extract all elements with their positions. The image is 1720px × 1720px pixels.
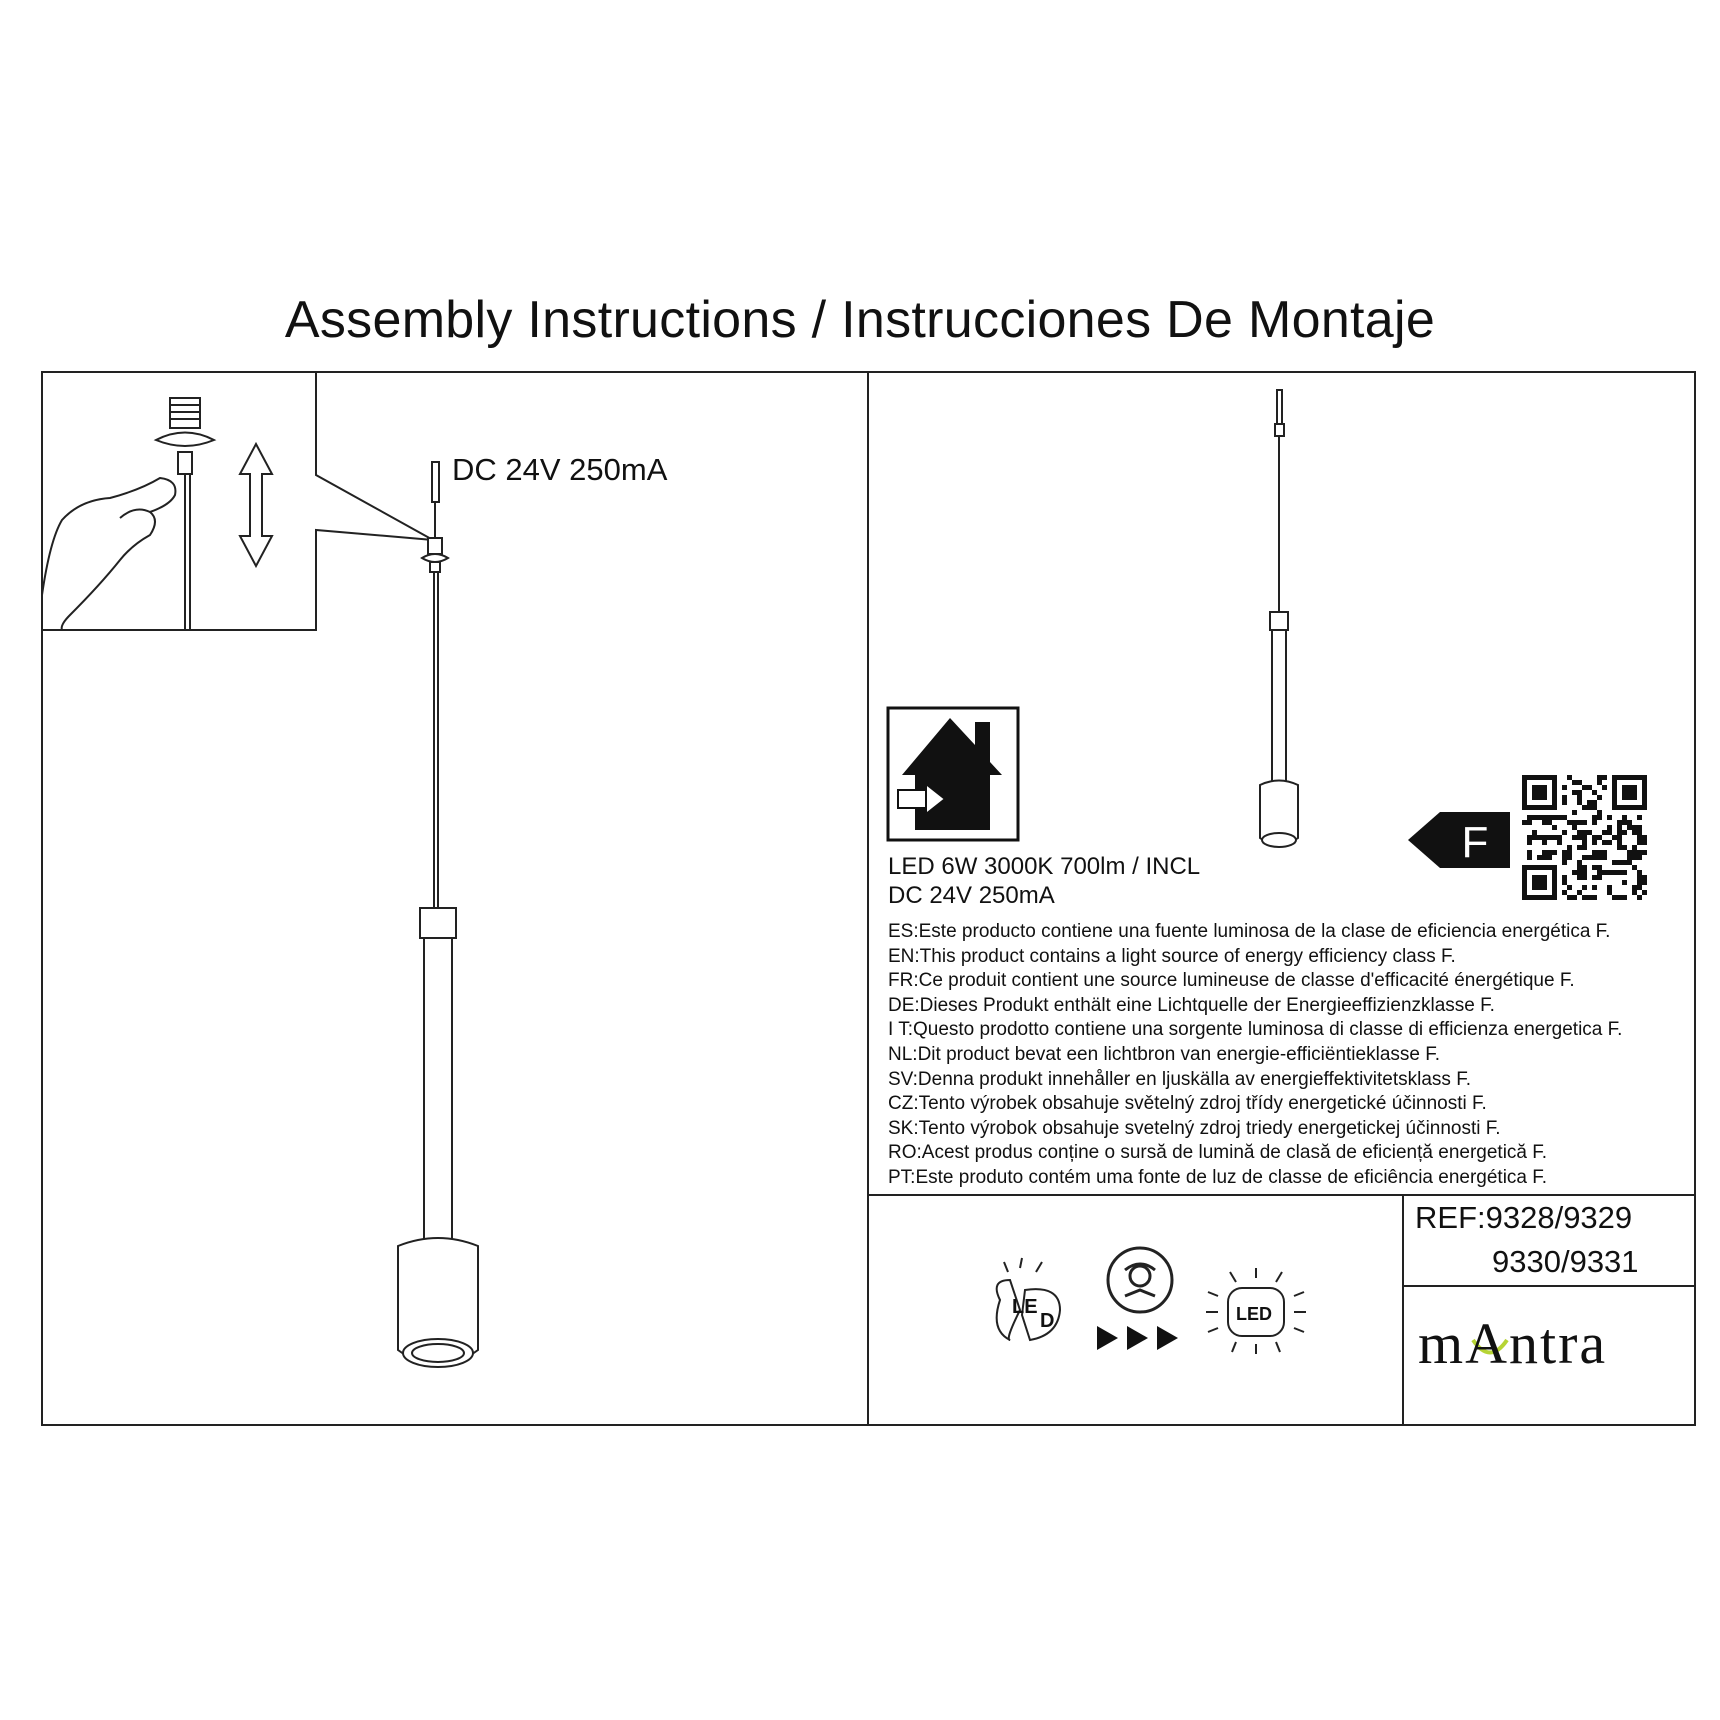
voltage-label: DC 24V 250mA [452,452,668,487]
page-title: Assembly Instructions / Instrucciones De Montaje [284,291,1436,349]
reference-line-2: 9330/9331 [1492,1244,1639,1279]
brand-logo: mAntra [1418,1311,1608,1376]
qr-code-icon [1522,775,1647,900]
spec-line-1: LED 6W 3000K 700lm / INCL [888,853,1201,880]
led-split-left-text: LE [1012,1296,1038,1318]
fast-forward-arrows-icon [1097,1326,1178,1350]
led-replaceable-by-professional-icon [997,1258,1060,1340]
energy-statement: I T:Questo prodotto contiene una sorgente luminosa di classe di efficienza energetica F. [888,1019,1623,1041]
spec-line-2: DC 24V 250mA [888,882,1055,909]
indoor-use-house-icon [888,708,1018,840]
up-down-arrow-icon [240,444,272,566]
reference-line-1: REF:9328/9329 [1415,1200,1633,1235]
energy-statement: NL:Dit product bevat een lichtbron van energie-efficiëntieklasse F. [888,1043,1441,1065]
hand-icon [42,478,175,630]
energy-class-letter: F [1461,818,1489,867]
energy-statement: DE:Dieses Produkt enthält eine Lichtquelle der Energieeffizienzklasse F. [888,994,1495,1016]
right-pendant-lamp [1260,390,1298,847]
panel-frame [42,372,1695,1425]
energy-statement: EN:This product contains a light source of energy efficiency class F. [888,945,1456,967]
led-split-right-text: D [1040,1310,1055,1332]
energy-statement: PT:Este produto contém uma fonte de luz de classe de eficiência energética F. [888,1166,1548,1188]
energy-statement: ES:Este producto contiene una fuente luminosa de la clase de eficiencia energética F. [888,921,1611,942]
inset-detail [42,372,433,630]
led-included-icon [1206,1268,1306,1354]
energy-statement: SV:Denna produkt innehåller en ljuskälla av energieffektivitetsklass F. [888,1068,1471,1090]
led-icon-text: LED [1236,1304,1272,1324]
energy-statement: RO:Acest produs conține o sursă de lumină de clasă de eficiență energetică F. [888,1142,1548,1164]
left-pendant-lamp [398,462,478,1367]
energy-statement: FR:Ce produit contient une source lumineuse de classe d'efficacité énergétique F. [888,970,1575,992]
professional-installer-icon [1108,1248,1172,1312]
energy-statement: SK:Tento výrobok obsahuje svetelný zdroj triedy energetickej účinnosti F. [888,1117,1501,1139]
energy-statement: CZ:Tento výrobek obsahuje světelný zdroj třídy energetické účinnosti F. [888,1093,1487,1115]
energy-statements [888,920,1622,1191]
